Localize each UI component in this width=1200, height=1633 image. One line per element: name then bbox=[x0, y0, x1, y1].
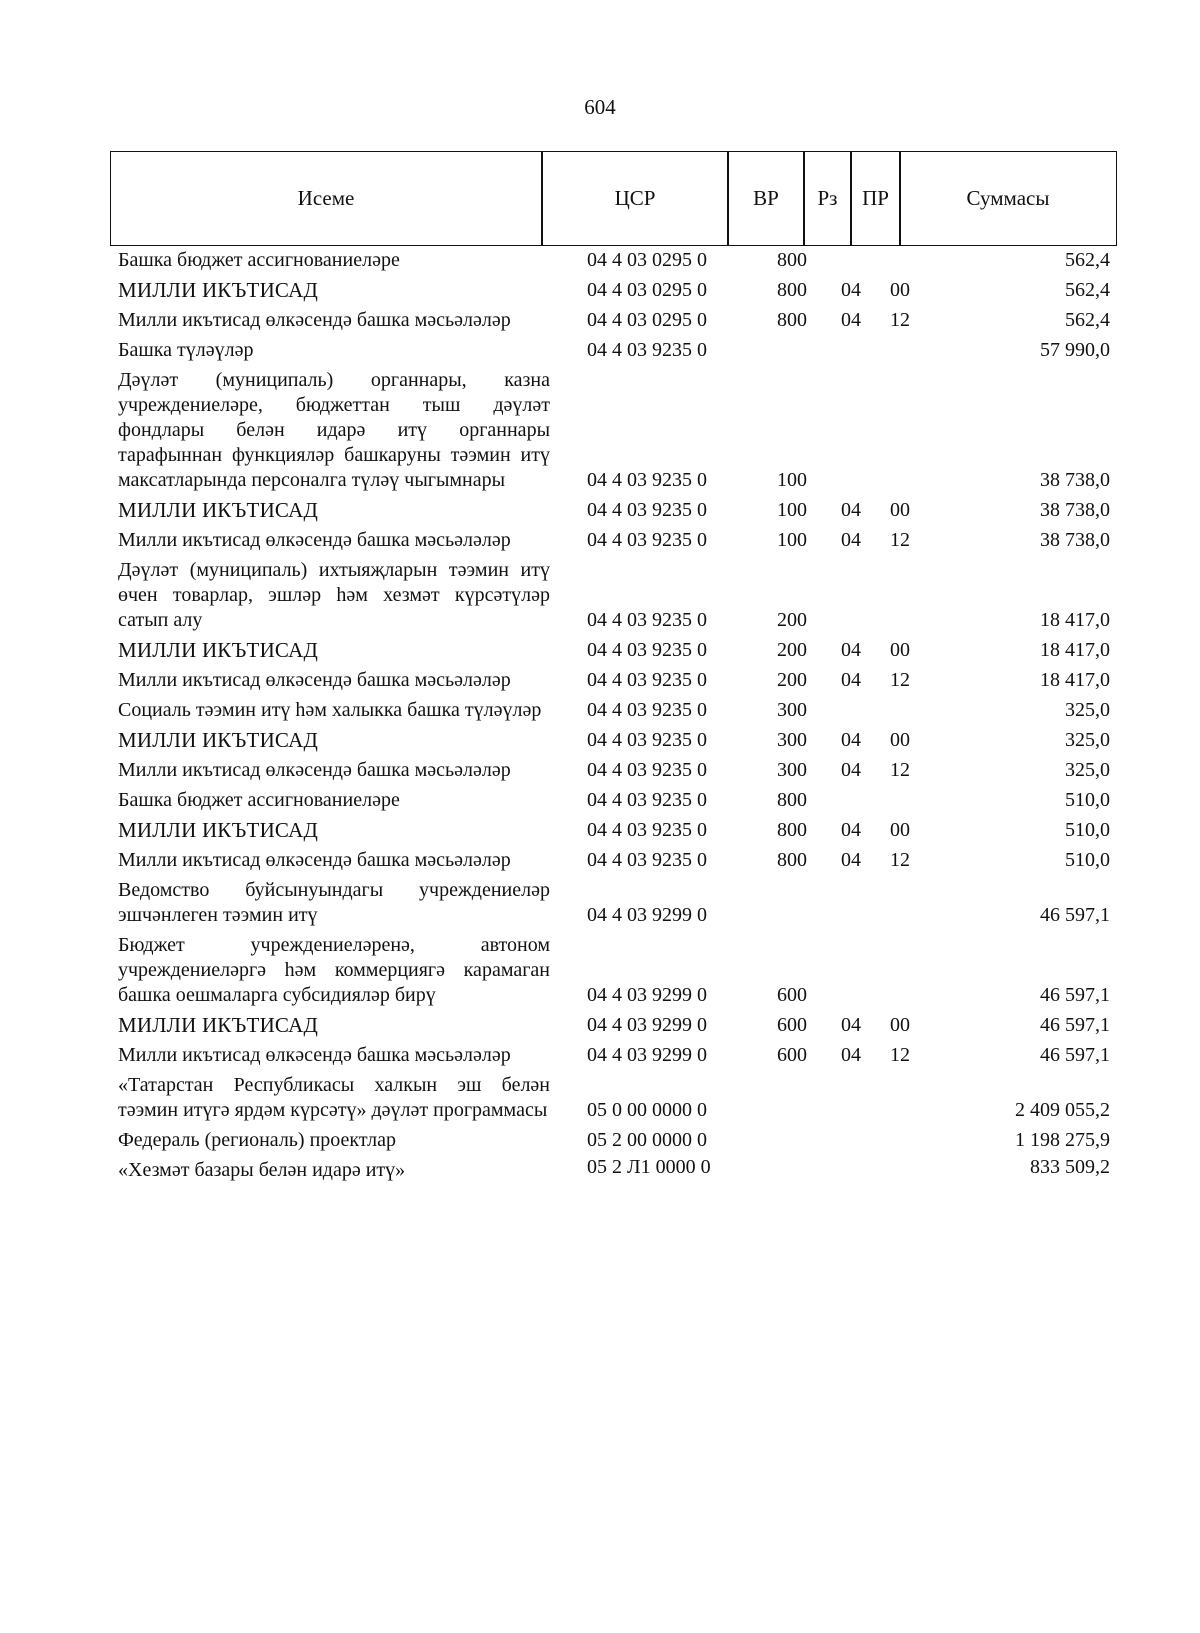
row-sum: 325,0 bbox=[1065, 759, 1110, 781]
row-sum: 510,0 bbox=[1065, 789, 1110, 811]
row-sum: 2 409 055,2 bbox=[1015, 1099, 1110, 1121]
table-row bbox=[0, 338, 1200, 363]
row-vr: 800 bbox=[777, 819, 807, 841]
row-csr: 05 0 00 0000 0 bbox=[587, 1099, 707, 1121]
row-pr: 00 bbox=[890, 499, 910, 521]
row-rz: 04 bbox=[841, 529, 861, 551]
row-sum: 46 597,1 bbox=[1040, 1044, 1110, 1066]
row-rz: 04 bbox=[841, 639, 861, 661]
table-row bbox=[0, 638, 1200, 663]
table-row bbox=[0, 818, 1200, 843]
header-pr: ПР bbox=[862, 186, 889, 210]
row-name: Милли икътисад өлкәсендә башка мәсьәләләр bbox=[118, 759, 511, 781]
row-csr: 04 4 03 0295 0 bbox=[587, 249, 707, 271]
table-row bbox=[0, 788, 1200, 813]
row-csr: 05 2 Л1 0000 0 bbox=[587, 1156, 711, 1178]
table-row bbox=[0, 528, 1200, 553]
table-row bbox=[0, 308, 1200, 333]
row-vr: 800 bbox=[777, 789, 807, 811]
row-pr: 00 bbox=[890, 279, 910, 301]
row-pr: 12 bbox=[890, 759, 910, 781]
row-name: МИЛЛИ ИКЪТИСАД bbox=[118, 1013, 318, 1037]
row-pr: 00 bbox=[890, 639, 910, 661]
row-name: Социаль тәэмин итү һәм халыкка башка түләүләр bbox=[118, 699, 542, 721]
row-vr: 800 bbox=[777, 279, 807, 301]
row-pr: 00 bbox=[890, 1014, 910, 1036]
table-row bbox=[0, 278, 1200, 303]
row-rz: 04 bbox=[841, 309, 861, 331]
header-vr: ВР bbox=[753, 186, 779, 210]
row-pr: 00 bbox=[890, 819, 910, 841]
row-vr: 600 bbox=[777, 1014, 807, 1036]
row-sum: 46 597,1 bbox=[1040, 984, 1110, 1006]
row-name: Милли икътисад өлкәсендә башка мәсьәләләр bbox=[118, 669, 511, 691]
row-sum: 510,0 bbox=[1065, 849, 1110, 871]
page-number: 604 bbox=[584, 95, 616, 119]
row-vr: 200 bbox=[777, 609, 807, 631]
row-rz: 04 bbox=[841, 729, 861, 751]
row-sum: 562,4 bbox=[1065, 309, 1110, 331]
row-csr: 04 4 03 9235 0 bbox=[587, 789, 707, 811]
row-vr: 800 bbox=[777, 249, 807, 271]
table-header bbox=[110, 151, 1117, 246]
row-vr: 100 bbox=[777, 499, 807, 521]
table-row bbox=[0, 558, 1200, 633]
row-sum: 1 198 275,9 bbox=[1015, 1129, 1110, 1151]
row-sum: 46 597,1 bbox=[1040, 1014, 1110, 1036]
table-row bbox=[0, 1073, 1200, 1123]
row-vr: 800 bbox=[777, 309, 807, 331]
row-csr: 04 4 03 9235 0 bbox=[587, 849, 707, 871]
table-body bbox=[0, 248, 1200, 1183]
row-sum: 38 738,0 bbox=[1040, 469, 1110, 491]
row-csr: 04 4 03 9235 0 bbox=[587, 759, 707, 781]
row-sum: 18 417,0 bbox=[1040, 609, 1110, 631]
row-vr: 800 bbox=[777, 849, 807, 871]
row-vr: 600 bbox=[777, 984, 807, 1006]
row-sum: 57 990,0 bbox=[1040, 339, 1110, 361]
row-name: Федераль (региональ) проектлар bbox=[118, 1129, 396, 1151]
table-row bbox=[0, 758, 1200, 783]
row-sum: 46 597,1 bbox=[1040, 904, 1110, 926]
row-vr: 100 bbox=[777, 469, 807, 491]
row-csr: 04 4 03 9299 0 bbox=[587, 1014, 707, 1036]
row-csr: 04 4 03 9235 0 bbox=[587, 699, 707, 721]
header-rz: Рз bbox=[817, 186, 838, 210]
row-rz: 04 bbox=[841, 669, 861, 691]
row-pr: 12 bbox=[890, 849, 910, 871]
header-sum: Суммасы bbox=[966, 186, 1050, 210]
row-rz: 04 bbox=[841, 1014, 861, 1036]
row-vr: 300 bbox=[777, 699, 807, 721]
row-rz: 04 bbox=[841, 279, 861, 301]
row-csr: 04 4 03 9235 0 bbox=[587, 819, 707, 841]
table-row bbox=[0, 933, 1200, 1008]
row-csr: 04 4 03 0295 0 bbox=[587, 279, 707, 301]
table-row bbox=[0, 728, 1200, 753]
row-csr: 04 4 03 0295 0 bbox=[587, 309, 707, 331]
row-sum: 325,0 bbox=[1065, 699, 1110, 721]
row-name: Башка бюджет ассигнованиеләре bbox=[118, 789, 400, 811]
row-csr: 04 4 03 9299 0 bbox=[587, 984, 707, 1006]
table-row bbox=[0, 878, 1200, 928]
row-name: Милли икътисад өлкәсендә башка мәсьәләләр bbox=[118, 849, 511, 871]
row-csr: 04 4 03 9235 0 bbox=[587, 669, 707, 691]
row-pr: 12 bbox=[890, 309, 910, 331]
row-pr: 12 bbox=[890, 1044, 910, 1066]
header-csr: ЦСР bbox=[614, 186, 656, 210]
row-csr: 04 4 03 9235 0 bbox=[587, 639, 707, 661]
row-name: МИЛЛИ ИКЪТИСАД bbox=[118, 818, 318, 842]
row-sum: 510,0 bbox=[1065, 819, 1110, 841]
header-name: Исеме bbox=[297, 186, 355, 210]
row-csr: 04 4 03 9235 0 bbox=[587, 339, 707, 361]
table-row bbox=[0, 668, 1200, 693]
row-rz: 04 bbox=[841, 819, 861, 841]
table-row bbox=[0, 368, 1200, 493]
row-name: Бюджет учреждениеләренә, автоном учреждениеләргә һәм коммерциягә карамаган башка оешмаларга субсидияләр бирү bbox=[118, 934, 550, 1006]
row-sum: 18 417,0 bbox=[1040, 639, 1110, 661]
row-csr: 04 4 03 9235 0 bbox=[587, 469, 707, 491]
row-name: МИЛЛИ ИКЪТИСАД bbox=[118, 278, 318, 302]
row-csr: 04 4 03 9235 0 bbox=[587, 729, 707, 751]
row-csr: 04 4 03 9235 0 bbox=[587, 499, 707, 521]
row-vr: 300 bbox=[777, 759, 807, 781]
row-name: Башка түләүләр bbox=[118, 339, 254, 361]
row-rz: 04 bbox=[841, 499, 861, 521]
table-row bbox=[0, 248, 1200, 273]
row-sum: 18 417,0 bbox=[1040, 669, 1110, 691]
table-row bbox=[0, 1128, 1200, 1153]
row-sum: 325,0 bbox=[1065, 729, 1110, 751]
row-name: «Татарстан Республикасы халкын эш белән тәэмин итүгә ярдәм күрсәтү» дәүләт программасы bbox=[118, 1074, 550, 1121]
row-csr: 04 4 03 9299 0 bbox=[587, 1044, 707, 1066]
row-rz: 04 bbox=[841, 1044, 861, 1066]
row-pr: 12 bbox=[890, 529, 910, 551]
row-csr: 04 4 03 9235 0 bbox=[587, 529, 707, 551]
row-pr: 12 bbox=[890, 669, 910, 691]
table-row bbox=[0, 1043, 1200, 1068]
row-name: МИЛЛИ ИКЪТИСАД bbox=[118, 498, 318, 522]
row-rz: 04 bbox=[841, 849, 861, 871]
row-csr: 04 4 03 9235 0 bbox=[587, 609, 707, 631]
row-name: Дәүләт (муниципаль) органнары, казна учреждениеләре, бюджеттан тыш дәүләт фондлары белән идарә итү органнары тарафыннан функцияләр башкаруны тәэмин итү максатларында персоналга түләү чыгымнары bbox=[118, 369, 550, 491]
row-name: МИЛЛИ ИКЪТИСАД bbox=[118, 638, 318, 662]
row-name: Милли икътисад өлкәсендә башка мәсьәләләр bbox=[118, 1044, 511, 1066]
row-name: Ведомство буйсынуындагы учреждениеләр эшчәнлеген тәэмин итү bbox=[118, 879, 550, 926]
row-csr: 04 4 03 9299 0 bbox=[587, 904, 707, 926]
row-vr: 600 bbox=[777, 1044, 807, 1066]
row-name: «Хезмәт базары белән идарә итү» bbox=[118, 1159, 406, 1181]
row-name: МИЛЛИ ИКЪТИСАД bbox=[118, 728, 318, 752]
row-csr: 05 2 00 0000 0 bbox=[587, 1129, 707, 1151]
row-vr: 100 bbox=[777, 529, 807, 551]
row-sum: 38 738,0 bbox=[1040, 499, 1110, 521]
row-vr: 200 bbox=[777, 669, 807, 691]
row-sum: 562,4 bbox=[1065, 249, 1110, 271]
row-name: Милли икътисад өлкәсендә башка мәсьәләләр bbox=[118, 529, 511, 551]
table-row bbox=[0, 1158, 1200, 1183]
row-pr: 00 bbox=[890, 729, 910, 751]
row-name: Дәүләт (муниципаль) ихтыяҗларын тәэмин итү өчен товарлар, эшләр һәм хезмәт күрсәтүләр сатып алу bbox=[118, 559, 550, 631]
row-name: Башка бюджет ассигнованиеләре bbox=[118, 249, 400, 271]
table-row bbox=[0, 698, 1200, 723]
table-row bbox=[0, 498, 1200, 523]
table-row bbox=[0, 848, 1200, 873]
row-sum: 38 738,0 bbox=[1040, 529, 1110, 551]
row-vr: 300 bbox=[777, 729, 807, 751]
row-sum: 562,4 bbox=[1065, 279, 1110, 301]
row-name: Милли икътисад өлкәсендә башка мәсьәләләр bbox=[118, 309, 511, 331]
row-vr: 200 bbox=[777, 639, 807, 661]
row-sum: 833 509,2 bbox=[1030, 1156, 1110, 1178]
table-row bbox=[0, 1013, 1200, 1038]
row-rz: 04 bbox=[841, 759, 861, 781]
